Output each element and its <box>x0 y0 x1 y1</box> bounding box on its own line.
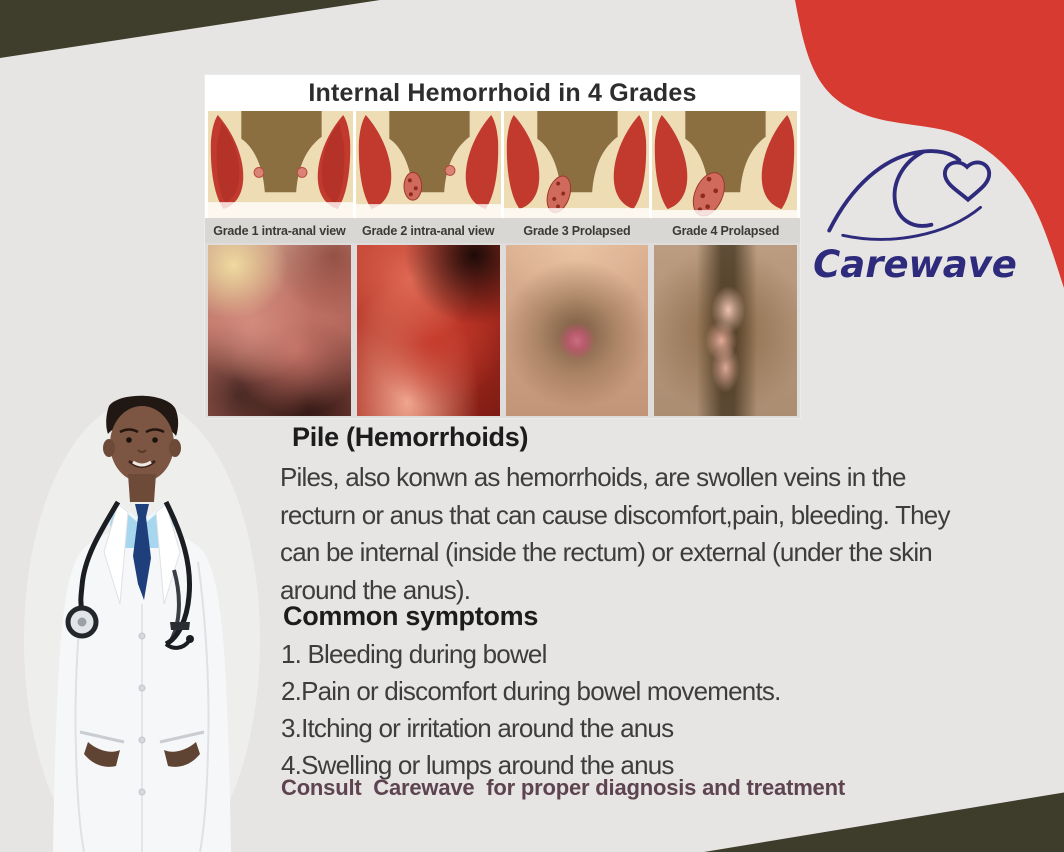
external-view-photo <box>506 245 649 416</box>
hemorrhoid-infographic <box>205 75 800 418</box>
doctor-photo <box>24 390 260 852</box>
wave-heart-icon <box>820 138 1010 244</box>
grade-1-caption: Grade 1 intra-anal view <box>213 223 346 238</box>
brand-logo <box>812 138 1018 288</box>
grade-3-diagram <box>504 111 649 218</box>
consult-note: Consult Carewave for proper diagnosis and treatment <box>281 775 845 800</box>
grade-1-diagram <box>208 111 353 218</box>
brand-name: Carewave <box>813 243 1017 286</box>
infographic-title: Internal Hemorrhoid in 4 Grades <box>308 78 697 107</box>
symptom-item-1: 1. Bleeding during bowel <box>281 639 547 669</box>
symptoms-list <box>281 636 981 784</box>
pile-heading: Pile (Hemorrhoids) <box>292 422 529 452</box>
top-left-olive-triangle <box>0 0 380 58</box>
grade-2-diagram <box>356 111 501 218</box>
symptom-item-3: 3.Itching or irritation around the anus <box>281 713 674 743</box>
grade4-prolapsed-photo <box>654 245 797 416</box>
symptoms-heading: Common symptoms <box>283 601 539 631</box>
grade-caption-row <box>205 218 800 243</box>
grade-4-diagram <box>652 111 797 218</box>
prolapsed-hemorrhoid-photo <box>357 245 500 416</box>
clinical-photo-row <box>205 243 800 418</box>
pile-description: Piles, also konwn as hemorrhoids, are swollen veins in the recturn or anus that can cause discomfort,pain, bleeding. They can be internal (inside the rectum) or external (under the skin around the anus). <box>280 462 950 605</box>
grade-3-caption: Grade 3 Prolapsed <box>523 223 631 238</box>
grade-2-caption: Grade 2 intra-anal view <box>361 223 495 238</box>
grade-diagram-row <box>205 111 800 218</box>
grade-4-caption: Grade 4 Prolapsed <box>672 223 780 238</box>
symptom-item-4: 4.Swelling or lumps around the anus <box>281 750 674 780</box>
symptom-item-2: 2.Pain or discomfort during bowel movements. <box>281 676 781 706</box>
